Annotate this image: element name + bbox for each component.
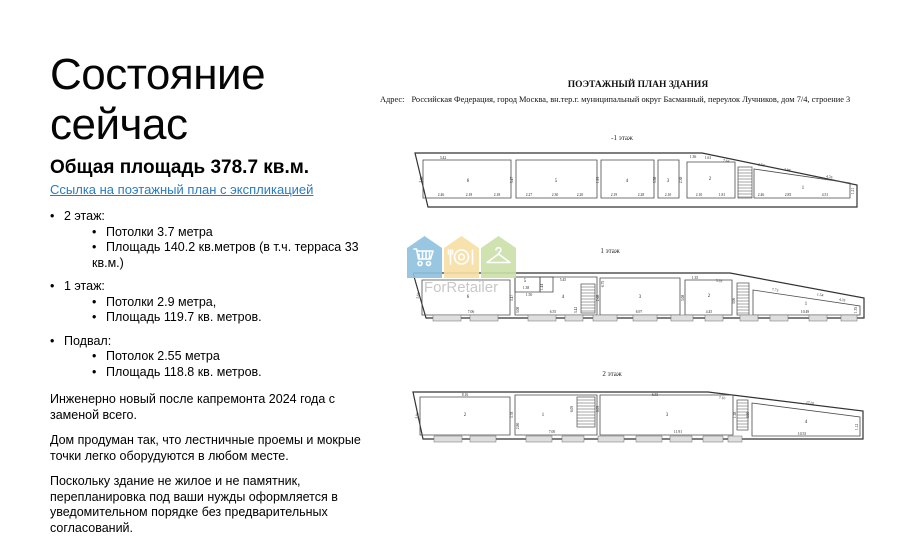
room-number: 5 [523,279,527,284]
dimension-label: 3.78 [510,411,514,419]
dimension-label: 1.35 [691,276,699,280]
room-number: 4 [625,179,629,184]
dimension-label: 2.38 [679,176,683,184]
address-label: Адрес: [380,95,405,104]
floor-label-first: 1 этаж [600,247,620,255]
floor-plan-link[interactable]: Ссылка на поэтажный план с экспликацией [50,182,314,197]
bullet-group [50,334,380,381]
window-marker [740,315,758,321]
paragraph: Дом продуман так, что лестничные проемы и мокрые точки легко оборудуются в любом месте. [50,433,361,463]
dimension-label: 2.10 [664,193,672,197]
dimension-label: 6.05 [596,405,600,413]
bullet-group [50,209,380,271]
dimension-label: 1.54 [816,292,824,298]
watermark-icons [402,236,520,278]
dimension-label: 2.20 [576,193,584,197]
dimension-label: 2.18 [465,193,473,197]
window-marker [526,436,552,442]
bullet-group [50,279,380,326]
dimension-label: 6.97 [635,310,643,314]
plan-document-address [380,95,900,104]
dimension-label: 3.47 [510,176,514,184]
bullet-icon: • [92,240,97,254]
dimension-label: 1.38 [522,286,530,290]
floor-plan-second [410,383,875,445]
dimension-label: 6.05 [570,405,574,413]
dimension-label: 7.06 [467,310,475,314]
dimension-label: 3.08 [516,306,520,314]
page-title [50,50,380,150]
dimension-label: 1.36 [689,155,697,159]
dimension-label: 1.35 [854,306,858,314]
window-marker [470,315,498,321]
window-marker [565,315,583,321]
window-marker [433,315,461,321]
cart-icon [407,236,442,278]
bullet-icon: • [92,294,97,309]
bullet-icon: • [92,349,97,363]
plan-document-title: ПОЭТАЖНЫЙ ПЛАН ЗДАНИЯ [567,80,709,90]
dimension-label: 17.02 [805,400,815,406]
room-number: 5 [554,179,558,184]
dimension-label: 2.27 [525,193,533,197]
window-marker [703,436,723,442]
bullet-subitem [92,295,380,311]
window-marker [770,315,788,321]
paragraphs [50,392,380,536]
window-marker [598,436,624,442]
plate-icon [444,236,479,278]
room-number: 3 [666,179,670,184]
dimension-label: 2.46 [757,193,765,197]
dimension-label: 2.80 [516,422,520,430]
bullet-label: 1 этаж: [64,279,105,293]
dimension-label: 11.91 [673,430,683,434]
dimension-label: 2.18 [493,193,501,197]
room-number: 4 [561,295,565,300]
room-number: 2 [463,413,467,418]
dimension-label: 4.76 [825,174,833,180]
bullet-list [50,209,380,380]
dimension-label: 7.73 [771,287,779,293]
room-number: 6 [466,179,470,184]
dimension-label: 2.85 [784,193,792,197]
hanger-icon [481,236,516,278]
dimension-label: 3.58 [653,176,657,184]
dimension-label: 7.16 [718,395,726,401]
window-marker [633,315,657,321]
dimension-label: 1.50 [525,293,533,297]
bullet-icon: • [50,279,55,293]
dimension-label: 2.68 [596,294,600,302]
dimension-label: 6.55 [651,393,659,397]
bullet-icon: • [50,333,55,348]
bullet-subitem-label: Потолки 2.9 метра, [106,294,217,309]
room-number: 2 [708,177,712,182]
dimension-label: 1.61 [704,156,712,160]
window-marker [528,315,556,321]
total-area-heading: Общая площадь 378.7 кв.м. [50,157,310,178]
room-number: 1 [801,186,805,191]
title-line-1: Состояние [50,50,266,99]
bullet-subitem-label: Площадь 118.8 кв. метров. [106,364,262,379]
dimension-label: 3.88 [418,176,424,184]
window-marker [636,436,662,442]
paragraph: Поскольку здание не жилое и не памятник, перепланировка под ваши нужды оформляется в уведомительном порядке без предварительных согласований. [50,474,338,535]
window-marker [841,315,857,321]
dimension-label: 3.08 [681,294,685,302]
dimension-label: 1.81 [718,193,726,197]
window-marker [671,315,693,321]
bullet-subitem [92,240,380,271]
room-number: 3 [638,295,642,300]
dimension-label: 4.00 [746,411,750,419]
room-number: 1 [541,413,545,418]
dimension-label: 7.00 [548,430,556,434]
bullet-subitem [92,225,380,241]
window-marker [593,315,617,321]
address-value: Российская Федерация, город Москва, вн.тер.г. муниципальный округ Басманный, переулок Лучников, дом 7/4, строение 3 [411,95,851,104]
dimension-label: 1.12 [855,423,859,431]
dimension-label: 2.28 [637,193,645,197]
window-marker [562,436,584,442]
left-column [50,50,380,546]
dimension-label: 10.49 [800,310,810,314]
room-number: 4 [804,420,808,425]
bullet-subitem [92,310,380,326]
floor-plan-basement [413,146,873,214]
bullet-icon: • [92,224,97,239]
watermark [402,236,520,296]
dimension-label: 2.30 [551,193,559,197]
bullet-subitem [92,365,380,381]
dimension-label: 3.47 [510,294,514,302]
dimension-label: 2.50 [757,162,765,168]
dimension-label: 1.93 [596,176,600,184]
dimension-label: 4.45 [705,310,713,314]
bullet-label: Подвал: [64,333,112,348]
window-marker [470,436,496,442]
dimension-label: 2.10 [695,193,703,197]
title-line-2: сейчас [50,100,188,149]
dimension-label: 8.16 [461,393,469,397]
dimension-label: 1.44 [540,283,544,291]
bullet-subitem-label: Потолок 2.55 метра [106,349,220,363]
bullet-subitem-label: Площадь 119.7 кв. метров. [106,310,262,324]
bullet-icon: • [92,310,97,324]
watermark-text: ForRetailer [423,279,499,296]
dimension-label: 4.51 [821,193,829,197]
dimension-label: 2.19 [610,193,618,197]
dimension-label: 7.64 [722,158,730,164]
room-number: 1 [804,302,808,307]
bullet-subitem [92,349,380,365]
dimension-label: 2.88 [783,167,791,173]
window-marker [670,436,692,442]
dimension-label: 1.38 [733,411,737,419]
dimension-label: 3.91 [414,412,420,420]
window-marker [728,436,742,442]
bullet-icon: • [92,364,97,379]
bullet-subitem-label: Площадь 140.2 кв.метров (в т.ч. терраса 33 кв.м.) [92,240,359,270]
window-marker [434,436,462,442]
bullet-label: 2 этаж: [64,209,105,223]
dimension-label: 3.33 [715,278,723,284]
room-number: 3 [665,413,669,418]
floor-label-second: 2 этаж [602,370,622,378]
dimension-label: 5.45 [559,278,567,282]
paragraph: Инженерно новый после капремонта 2024 года с заменой всего. [50,392,335,422]
dimension-label: 3.65 [415,292,421,300]
bullet-subitem-label: Потолки 3.7 метра [106,224,213,239]
dimension-label: 3.06 [732,297,736,305]
room-number: 2 [707,294,711,299]
dimension-label: 3.42 [439,156,447,160]
bullet-icon: • [50,209,55,223]
dimension-label: 4.35 [838,297,846,303]
floor-label-basement: -1 этаж [611,134,633,142]
dimension-label: 6.55 [549,310,557,314]
dimension-label: 6.75 [601,280,605,288]
dimension-label: 3.42 [574,306,578,314]
dimension-label: 10.53 [797,432,807,436]
window-marker [809,315,827,321]
dimension-label: 2.46 [437,193,445,197]
room-number: 6 [466,295,470,300]
dimension-label: 1.21 [851,187,855,195]
window-marker [705,315,723,321]
